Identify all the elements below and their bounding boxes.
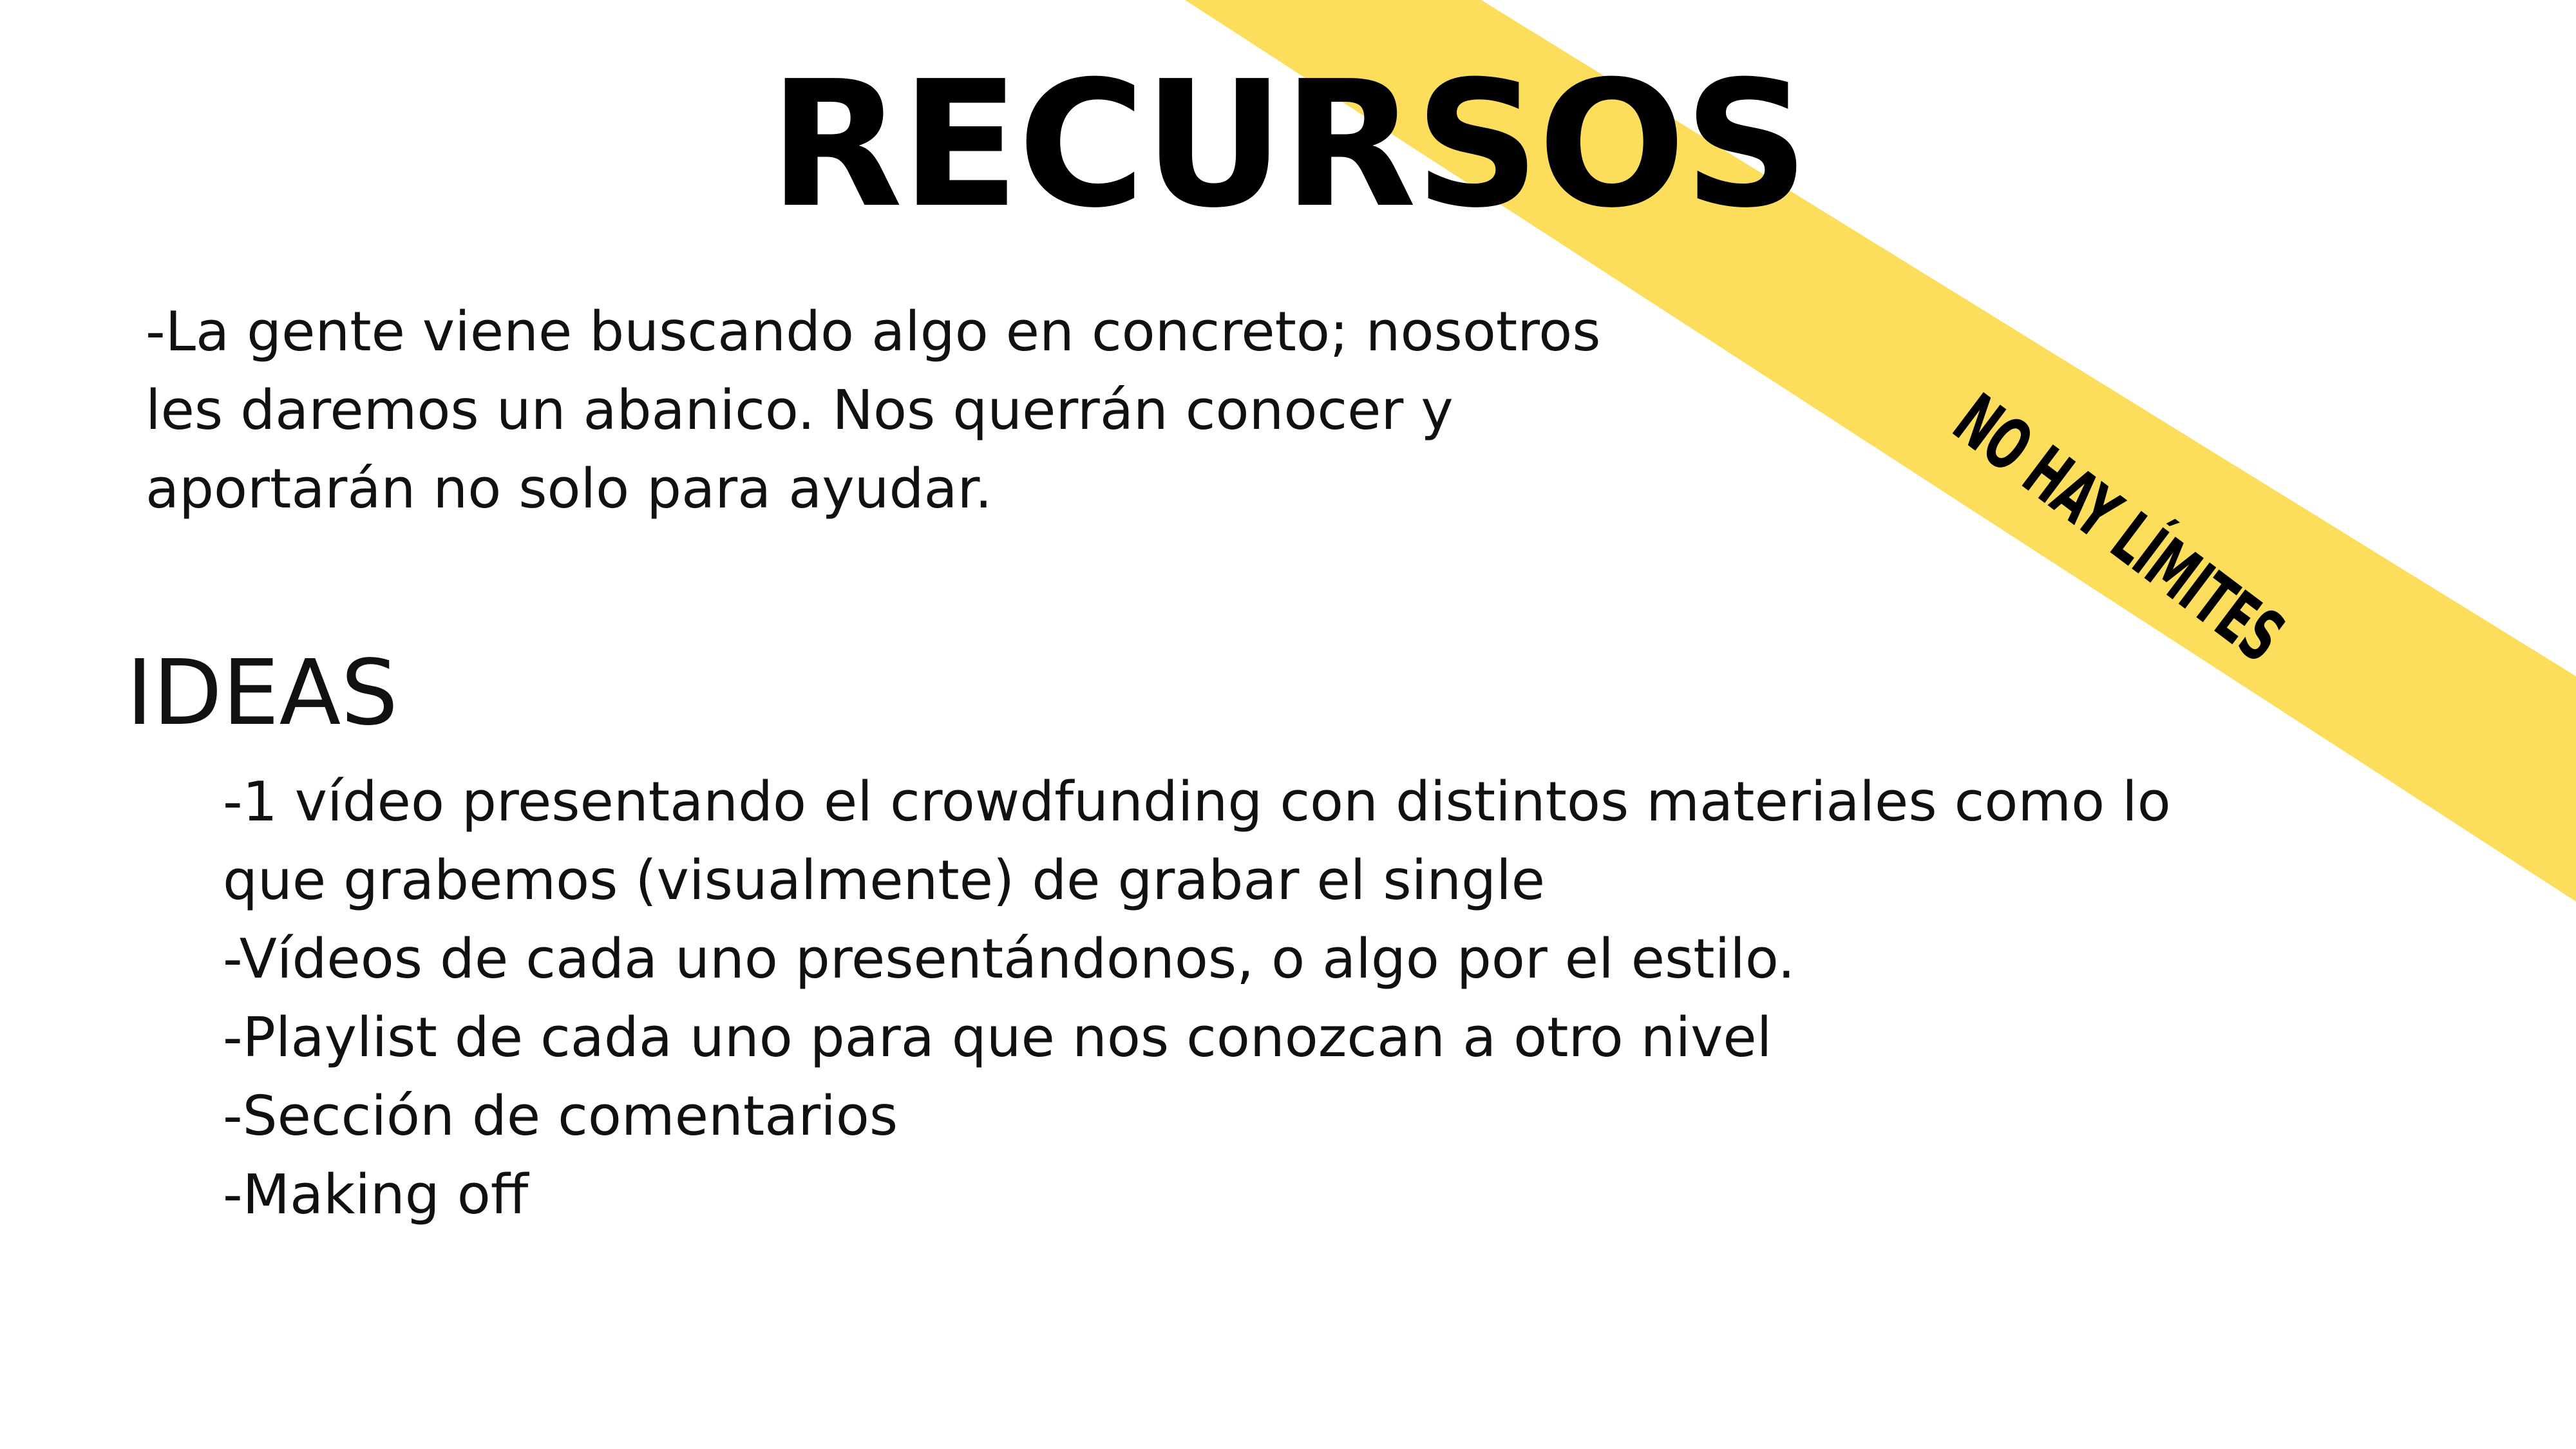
ribbon-label-text: NO HAY LÍMITES — [1939, 378, 2298, 678]
idea-item: -Sección de comentarios — [223, 1084, 898, 1148]
ideas-list — [223, 763, 2187, 1235]
ideas-heading: IDEAS — [126, 641, 399, 746]
idea-item: -1 vídeo presentando el crowdfunding con distintos materiales como lo que grabemos (visualmente) de grabar el single — [223, 770, 2171, 913]
idea-item: -Playlist de cada uno para que nos conozcan a otro nivel — [223, 1006, 1772, 1070]
idea-item: -Making off — [223, 1163, 529, 1227]
idea-item: -Vídeos de cada uno presentándonos, o algo por el estilo. — [223, 927, 1795, 991]
intro-paragraph: -La gente viene buscando algo en concreto; nosotros les daremos un abanico. Nos querrán conocer y aportarán no solo para ayudar. — [146, 300, 1601, 521]
slide-title: RECURSOS — [768, 43, 1808, 246]
